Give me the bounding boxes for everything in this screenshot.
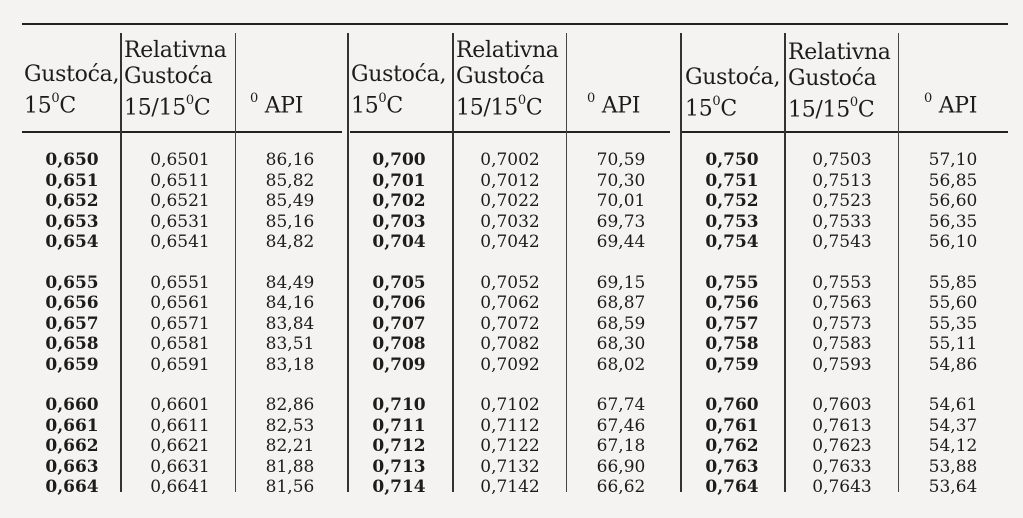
table-cell: 0,661 (45, 415, 99, 436)
table-cell: 82,53 (265, 415, 315, 436)
table-cell: 68,30 (596, 334, 646, 354)
table-cell: 0,6641 (150, 477, 210, 497)
table-cell: 0,6541 (150, 232, 210, 252)
table-cell: 56,10 (928, 232, 978, 252)
column-relative-3 (802, 150, 882, 518)
table-cell: 0,659 (45, 354, 99, 375)
row-group (802, 395, 882, 498)
table-cell: 0,6611 (150, 415, 210, 436)
table-cell: 0,7022 (480, 191, 540, 211)
table-cell: 85,82 (265, 170, 315, 191)
column-density-1 (40, 150, 104, 518)
row-group (586, 273, 656, 376)
table-cell: 53,88 (928, 456, 978, 477)
table-cell: 68,59 (596, 313, 646, 334)
column-divider (898, 33, 899, 492)
table-cell: 0,7523 (812, 191, 872, 211)
table-cell: 82,86 (265, 395, 315, 415)
table-cell: 0,7052 (480, 272, 540, 293)
table-cell: 81,56 (265, 477, 315, 497)
row-group (40, 150, 104, 253)
table-cell: 0,753 (705, 211, 759, 232)
header-rule-block-3 (681, 131, 1008, 133)
table-cell: 0,704 (372, 232, 426, 252)
table-cell: 0,7563 (812, 293, 872, 313)
table-cell: 0,7072 (480, 313, 540, 334)
table-cell: 55,35 (928, 313, 978, 334)
column-api-1 (255, 150, 325, 518)
table-cell: 0,714 (372, 477, 426, 497)
table-cell: 69,15 (596, 272, 646, 293)
table-cell: 0,752 (705, 191, 759, 211)
table-cell: 82,21 (265, 436, 315, 456)
table-cell: 0,7112 (480, 415, 540, 436)
table-cell: 0,7593 (812, 354, 872, 375)
table-cell: 0,651 (45, 170, 99, 191)
table-cell: 55,85 (928, 272, 978, 293)
table-cell: 0,764 (705, 477, 759, 497)
table-cell: 0,6621 (150, 436, 210, 456)
row-group (802, 273, 882, 376)
table-cell: 0,711 (372, 415, 426, 436)
table-cell: 0,7102 (480, 395, 540, 415)
table-cell: 0,750 (705, 150, 759, 170)
row-group (140, 273, 220, 376)
table-cell: 0,6561 (150, 293, 210, 313)
table-cell: 70,01 (596, 191, 646, 211)
row-group (255, 150, 325, 253)
table-cell: 0,6511 (150, 170, 210, 191)
table-cell: 54,37 (928, 415, 978, 436)
table-cell: 0,7623 (812, 436, 872, 456)
header-relative-2: Relativna Gustoća $15/15^0C$ (456, 38, 559, 121)
row-group (700, 273, 764, 376)
table-cell: 53,64 (928, 477, 978, 497)
row-group (918, 150, 988, 253)
table-cell: 0,703 (372, 211, 426, 232)
table-cell: 0,650 (45, 150, 99, 170)
table-cell: 0,7032 (480, 211, 540, 232)
table-cell: 0,706 (372, 293, 426, 313)
table-cell: 0,6531 (150, 211, 210, 232)
table-cell: 0,7122 (480, 436, 540, 456)
table-cell: 66,62 (596, 477, 646, 497)
header-density-2: Gustoća, $15^0C$ (351, 62, 447, 119)
table-cell: 0,657 (45, 313, 99, 334)
table-cell: 0,7042 (480, 232, 540, 252)
table-cell: 0,757 (705, 313, 759, 334)
table-cell: 0,754 (705, 232, 759, 252)
table-cell: 0,652 (45, 191, 99, 211)
table-cell: 0,654 (45, 232, 99, 252)
table-cell: 68,02 (596, 354, 646, 375)
column-divider (120, 33, 122, 492)
table-cell: 0,755 (705, 272, 759, 293)
column-divider (452, 33, 454, 492)
row-group (586, 395, 656, 498)
table-cell: 0,763 (705, 456, 759, 477)
header-api-1: $^0$ API (250, 91, 304, 119)
column-density-2 (367, 150, 431, 518)
row-group (918, 273, 988, 376)
table-cell: 0,702 (372, 191, 426, 211)
table-cell: 67,74 (596, 395, 646, 415)
table-cell: 0,708 (372, 334, 426, 354)
table-cell: 69,73 (596, 211, 646, 232)
table-cell: 0,653 (45, 211, 99, 232)
table-cell: 0,7543 (812, 232, 872, 252)
table-cell: 0,758 (705, 334, 759, 354)
table-cell: 0,7613 (812, 415, 872, 436)
table-cell: 54,12 (928, 436, 978, 456)
table-cell: 0,7142 (480, 477, 540, 497)
table-cell: 0,710 (372, 395, 426, 415)
table-cell: 0,7012 (480, 170, 540, 191)
table-cell: 0,713 (372, 456, 426, 477)
row-group (255, 273, 325, 376)
table-cell: 0,7082 (480, 334, 540, 354)
row-group (255, 395, 325, 498)
table-cell: 0,712 (372, 436, 426, 456)
header-rule-block-2 (350, 131, 670, 133)
table-cell: 84,82 (265, 232, 315, 252)
table-cell: 0,6501 (150, 150, 210, 170)
table-cell: 0,701 (372, 170, 426, 191)
table-cell: 0,7633 (812, 456, 872, 477)
table-cell: 81,88 (265, 456, 315, 477)
block-divider (347, 33, 349, 492)
table-cell: 69,44 (596, 232, 646, 252)
table-cell: 70,59 (596, 150, 646, 170)
table-cell: 0,751 (705, 170, 759, 191)
table-cell: 0,707 (372, 313, 426, 334)
row-group (140, 395, 220, 498)
column-divider (784, 33, 786, 492)
header-api-3: $^0$ API (924, 91, 978, 119)
table-cell: 70,30 (596, 170, 646, 191)
row-group (700, 395, 764, 498)
table-cell: 54,61 (928, 395, 978, 415)
table-cell: 56,85 (928, 170, 978, 191)
row-group (367, 395, 431, 498)
table-cell: 0,6521 (150, 191, 210, 211)
table-cell: 0,6601 (150, 395, 210, 415)
row-group (470, 150, 550, 253)
table-cell: 0,655 (45, 272, 99, 293)
table-cell: 85,49 (265, 191, 315, 211)
row-group (470, 273, 550, 376)
header-api-2: $^0$ API (587, 91, 641, 119)
table-cell: 0,759 (705, 354, 759, 375)
table-cell: 0,6591 (150, 354, 210, 375)
table-cell: 0,6581 (150, 334, 210, 354)
table-cell: 54,86 (928, 354, 978, 375)
row-group (470, 395, 550, 498)
table-cell: 66,90 (596, 456, 646, 477)
row-group (140, 150, 220, 253)
column-divider (235, 33, 236, 492)
table-cell: 84,49 (265, 272, 315, 293)
table-cell: 0,7092 (480, 354, 540, 375)
table-cell: 0,7503 (812, 150, 872, 170)
row-group (802, 150, 882, 253)
table-cell: 83,84 (265, 313, 315, 334)
column-api-3 (918, 150, 988, 518)
header-density-1: Gustoća, $15^0C$ (24, 62, 120, 119)
table-cell: 0,663 (45, 456, 99, 477)
table-cell: 85,16 (265, 211, 315, 232)
table-cell: 67,18 (596, 436, 646, 456)
table-cell: 0,7132 (480, 456, 540, 477)
table-cell: 0,6631 (150, 456, 210, 477)
column-divider (566, 33, 567, 492)
table-cell: 68,87 (596, 293, 646, 313)
column-api-2 (586, 150, 656, 518)
header-relative-3: Relativna Gustoća $15/15^0C$ (788, 40, 891, 123)
table-cell: 0,762 (705, 436, 759, 456)
table-cell: 0,6571 (150, 313, 210, 334)
table-cell: 0,7553 (812, 272, 872, 293)
block-divider (680, 33, 682, 492)
table-cell: 0,7603 (812, 395, 872, 415)
table-cell: 86,16 (265, 150, 315, 170)
table-cell: 0,7062 (480, 293, 540, 313)
table-cell: 0,660 (45, 395, 99, 415)
table-cell: 0,760 (705, 395, 759, 415)
table-cell: 0,658 (45, 334, 99, 354)
table-top-rule (22, 23, 1008, 25)
table-cell: 83,18 (265, 354, 315, 375)
column-relative-2 (470, 150, 550, 518)
table-cell: 0,662 (45, 436, 99, 456)
row-group (700, 150, 764, 253)
table-cell: 56,35 (928, 211, 978, 232)
table-cell: 0,6551 (150, 272, 210, 293)
table-cell: 0,7513 (812, 170, 872, 191)
table-cell: 56,60 (928, 191, 978, 211)
header-density-3: Gustoća, $15^0C$ (685, 65, 781, 122)
row-group (918, 395, 988, 498)
table-cell: 84,16 (265, 293, 315, 313)
column-density-3 (700, 150, 764, 518)
header-relative-1: Relativna Gustoća $15/15^0C$ (124, 38, 227, 121)
table-cell: 0,664 (45, 477, 99, 497)
table-cell: 55,60 (928, 293, 978, 313)
table-cell: 0,756 (705, 293, 759, 313)
table-cell: 0,656 (45, 293, 99, 313)
table-cell: 83,51 (265, 334, 315, 354)
table-cell: 0,7573 (812, 313, 872, 334)
table-cell: 0,7643 (812, 477, 872, 497)
table-cell: 57,10 (928, 150, 978, 170)
table-cell: 0,700 (372, 150, 426, 170)
table-cell: 55,11 (928, 334, 978, 354)
row-group (367, 273, 431, 376)
row-group (40, 273, 104, 376)
table-cell: 0,7002 (480, 150, 540, 170)
table-cell: 0,761 (705, 415, 759, 436)
table-cell: 0,7533 (812, 211, 872, 232)
row-group (586, 150, 656, 253)
row-group (40, 395, 104, 498)
header-rule-block-1 (22, 131, 342, 133)
table-cell: 0,709 (372, 354, 426, 375)
table-cell: 67,46 (596, 415, 646, 436)
table-cell: 0,7583 (812, 334, 872, 354)
row-group (367, 150, 431, 253)
table-cell: 0,705 (372, 272, 426, 293)
column-relative-1 (140, 150, 220, 518)
